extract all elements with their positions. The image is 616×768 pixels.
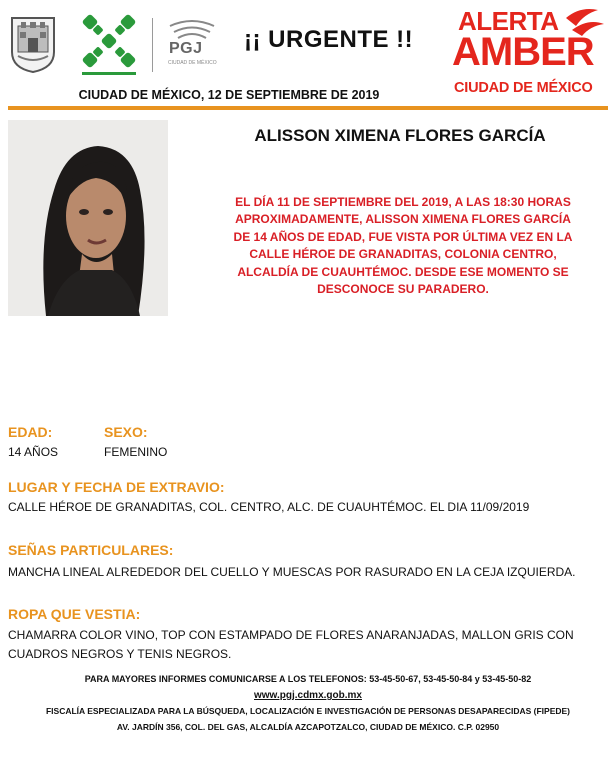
clothes-value-line1: CHAMARRA COLOR VINO, TOP CON ESTAMPADO DE FLORES ANARANJADAS, MALLON GRIS CON: [8, 628, 574, 642]
marks-value: MANCHA LINEAL ALREDEDOR DEL CUELLO Y MUESCAS POR RASURADO EN LA CEJA IZQUIERDA.: [8, 565, 576, 579]
sex-label: SEXO:: [104, 424, 148, 440]
footer-address: AV. JARDÍN 356, COL. DEL GAS, ALCALDÍA AZCAPOTZALCO, CIUDAD DE MÉXICO. C.P. 02950: [116, 722, 500, 732]
orange-divider: [8, 106, 608, 110]
cdmx-x-logo: [76, 10, 142, 80]
place-value: CALLE HÉROE DE GRANADITAS, COL. CENTRO, ALC. DE CUAUHTÉMOC. EL DIA 11/09/2019: [8, 500, 530, 514]
missing-person-photo: [8, 120, 168, 316]
pgj-logo-subtext: CIUDAD DE MÉXICO: [168, 60, 217, 66]
header: [0, 0, 616, 110]
logo-divider: [152, 18, 153, 72]
sex-value: FEMENINO: [104, 445, 168, 459]
footer-phones: PARA MAYORES INFORMES COMUNICARSE A LOS TELEFONOS: 53-45-50-67, 53-45-50-84 y 53-45-50-82: [84, 674, 532, 684]
footer-website-link[interactable]: www.pgj.cdmx.gob.mx: [254, 690, 362, 701]
missing-person-name: ALISSON XIMENA FLORES GARCÍA: [254, 126, 546, 145]
amber-logo-line1: ALERTA: [458, 6, 559, 36]
place-label: LUGAR Y FECHA DE EXTRAVIO:: [8, 479, 225, 495]
date-line: CIUDAD DE MÉXICO, 12 DE SEPTIEMBRE DE 2019: [78, 88, 380, 102]
clothes-label: ROPA QUE VESTIA:: [8, 606, 141, 622]
pgj-logo-text: PGJ: [169, 40, 203, 57]
clothes-value-line2: CUADROS NEGROS Y TENIS NEGROS.: [8, 647, 232, 661]
amber-logo-line2: AMBER: [452, 30, 594, 74]
footer-agency: FISCALÍA ESPECIALIZADA PARA LA BÚSQUEDA, LOCALIZACIÓN E INVESTIGACIÓN DE PERSONAS DESAPARECIDAS (FIPEDE): [45, 706, 571, 716]
age-value: 14 AÑOS: [8, 445, 59, 459]
marks-label: SEÑAS PARTICULARES:: [8, 542, 174, 558]
urgent-title: ¡¡ URGENTE !!: [244, 26, 414, 53]
age-label: EDAD:: [8, 424, 53, 440]
disappearance-description: EL DÍA 11 DE SEPTIEMBRE DEL 2019, A LAS 18:30 HORAS APROXIMADAMENTE, ALISSON XIMENA FLORES GARCÍA DE 14 AÑOS DE EDAD, FUE VISTA POR ÚLTIMA VEZ EN LA CALLE HÉROE DE GRANADITAS, COLONIA CENTRO, ALCALDÍA DE CUAUHTÉMOC. DESDE ESE MOMENTO SE DESCONOCE SU PARADERO.: [233, 195, 573, 297]
cdmx-shield-logo: [8, 14, 58, 74]
amber-logo-line3: CIUDAD DE MÉXICO: [454, 80, 593, 96]
